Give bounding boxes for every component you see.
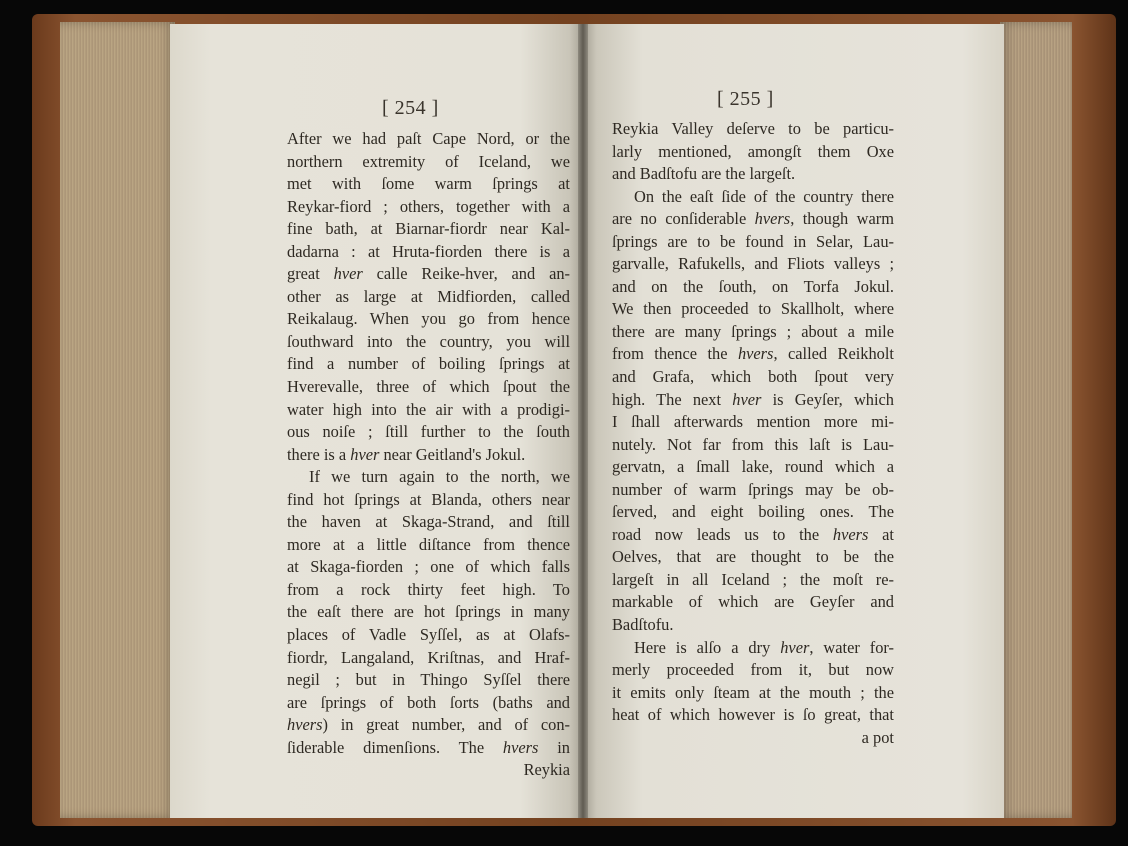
text-line: nutely. Not far from this laſt is Lau- xyxy=(612,434,894,454)
page-edges-left xyxy=(60,22,175,818)
text-fragment: , water for- xyxy=(809,637,894,657)
text-line: find a number of boiling ſprings at xyxy=(287,354,570,374)
text-line: are ſprings of both ſorts (baths and xyxy=(287,692,570,712)
text-line: After we had paſt Cape Nord, or the xyxy=(287,129,570,148)
italic-term: hvers xyxy=(754,209,791,229)
page-edges-right xyxy=(1000,22,1072,818)
text-line: ous noiſe ; ſtill further to the ſouth xyxy=(287,422,570,442)
text-line xyxy=(612,389,894,412)
text-line xyxy=(612,208,894,231)
text-line: the haven at Skaga-Strand, and ſtill xyxy=(287,512,570,532)
text-line: On the eaſt ſide of the country there xyxy=(634,186,894,206)
italic-term: hver xyxy=(780,637,810,657)
text-line: northern extremity of Iceland, we xyxy=(287,151,570,171)
text-line: ſouthward into the country, you will xyxy=(287,331,570,351)
book-gutter xyxy=(578,24,588,818)
text-fragment: is Geyſer, which xyxy=(761,389,894,409)
text-line xyxy=(612,637,894,660)
text-fragment: near Geitland's Jokul. xyxy=(379,444,526,464)
text-line: ſerved, and eight boiling ones. The xyxy=(612,502,894,522)
text-line xyxy=(612,343,894,366)
text-fragment: Here is alſo a dry xyxy=(634,637,781,657)
text-line: heat of which however is ſo great, that xyxy=(612,705,894,725)
text-line: markable of which are Geyſer and xyxy=(612,592,894,612)
text-line: dadarna : at Hruta-fiorden there is a xyxy=(287,241,570,261)
text-line xyxy=(287,737,570,760)
text-fragment: are no conſiderable xyxy=(612,209,755,229)
right-page-text xyxy=(612,118,894,749)
text-line: a pot xyxy=(861,727,894,747)
text-fragment: , called Reikholt xyxy=(773,344,894,364)
text-line: other as large at Midfiorden, called xyxy=(287,286,570,306)
text-line: We then proceeded to Skallholt, where xyxy=(612,299,894,319)
text-fragment: there is a xyxy=(287,444,351,464)
left-page-number: [ 254 ] xyxy=(382,97,439,119)
text-fragment: great xyxy=(287,264,334,284)
text-line: from a rock thirty feet high. To xyxy=(287,579,570,599)
text-line: water high into the air with a prodigi- xyxy=(287,399,570,419)
italic-term: hvers xyxy=(737,344,774,364)
text-line xyxy=(612,524,894,547)
italic-term: hver xyxy=(732,389,762,409)
text-line: Hverevalle, three of which ſpout the xyxy=(287,377,570,397)
text-line: it emits only ſteam at the mouth ; the xyxy=(612,682,894,702)
text-line: Oelves, that are thought to be the xyxy=(612,547,894,567)
text-line: I ſhall afterwards mention more mi- xyxy=(612,412,894,432)
text-line: Reykia Valley deſerve to be particu- xyxy=(612,119,894,138)
text-line xyxy=(287,714,570,737)
text-line: negil ; but in Thingo Syſſel there xyxy=(287,670,570,690)
text-line: Reykia xyxy=(523,760,570,780)
text-line: If we turn again to the north, we xyxy=(309,467,570,487)
italic-term: hver xyxy=(350,444,380,464)
text-line xyxy=(287,263,570,286)
text-fragment: calle Reike-hver, and an- xyxy=(362,264,570,284)
text-fragment: ſiderable dimenſions. The xyxy=(287,737,503,757)
text-line: places of Vadle Syſſel, as at Olafs- xyxy=(287,625,570,645)
text-line: fine bath, at Biarnar-fiordr near Kal- xyxy=(287,219,570,239)
text-line: at Skaga-fiorden ; one of which falls xyxy=(287,557,570,577)
text-line: Reikalaug. When you go from hence xyxy=(287,309,570,329)
text-line: and Badſtofu are the largeſt. xyxy=(612,164,796,184)
text-fragment: in xyxy=(538,737,570,757)
text-line: the eaſt there are hot ſprings in many xyxy=(287,602,570,622)
text-line: and Grafa, which both ſpout very xyxy=(612,367,894,387)
text-line: there are many ſprings ; about a mile xyxy=(612,321,894,341)
text-fragment: at xyxy=(868,524,894,544)
italic-term: hvers xyxy=(832,524,869,544)
text-line: met with ſome warm ſprings at xyxy=(287,174,570,194)
text-line xyxy=(287,444,570,467)
text-fragment: , though warm xyxy=(790,209,894,229)
italic-term: hvers xyxy=(287,715,323,735)
left-page-text xyxy=(287,128,570,782)
text-line: and on the ſouth, on Torfa Jokul. xyxy=(612,276,894,296)
text-line: larly mentioned, amongſt them Oxe xyxy=(612,141,894,161)
text-line: ſprings are to be found in Selar, Lau- xyxy=(612,231,894,251)
right-page-number: [ 255 ] xyxy=(717,88,774,110)
text-fragment: high. The next xyxy=(612,389,733,409)
text-line: Badſtofu. xyxy=(612,615,674,635)
text-line: garvalle, Rafukells, and Fliots valleys ; xyxy=(612,254,894,274)
text-line: largeſt in all Iceland ; the moſt re- xyxy=(612,569,894,589)
text-line: gervatn, a ſmall lake, round which a xyxy=(612,457,894,477)
text-line: find hot ſprings at Blanda, others near xyxy=(287,489,570,509)
text-line: merly proceeded from it, but now xyxy=(612,660,894,680)
italic-term: hvers xyxy=(502,737,539,757)
text-fragment: ) in great number, and of con- xyxy=(322,715,570,735)
italic-term: hver xyxy=(333,264,363,284)
text-line: Reykar-fiord ; others, together with a xyxy=(287,196,570,216)
text-fragment: road now leads us to the xyxy=(612,524,833,544)
text-line: number of warm ſprings may be ob- xyxy=(612,479,894,499)
text-line: fiordr, Langaland, Kriſtnas, and Hraf- xyxy=(287,647,570,667)
text-line: more at a little diſtance from thence xyxy=(287,534,570,554)
text-fragment: from thence the xyxy=(612,344,738,364)
